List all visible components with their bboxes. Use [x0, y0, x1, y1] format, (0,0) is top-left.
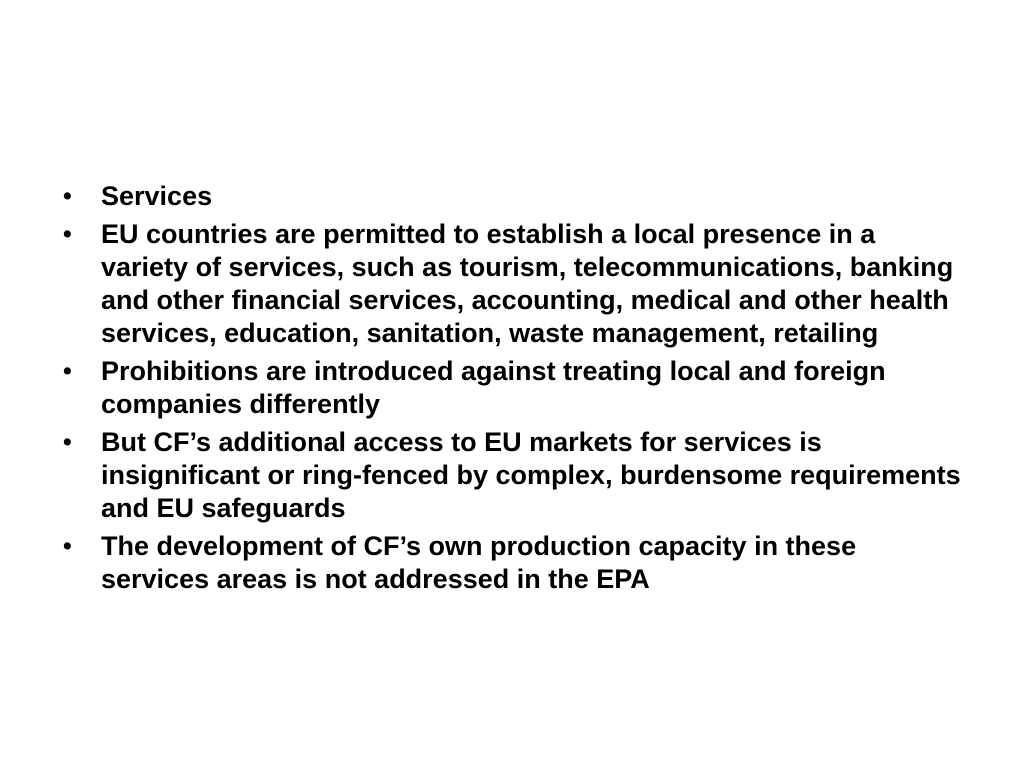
bullet-text: But CF’s additional access to EU markets for services is insignificant or ring-fenced by complex, burdensome requirements and EU safeguards [101, 427, 961, 523]
bullet-item [60, 218, 965, 350]
bullet-item [60, 180, 965, 213]
bullet-text: The development of CF’s own production capacity in these services areas is not addressed in the EPA [101, 531, 857, 594]
bullet-list [60, 180, 965, 601]
bullet-text: EU countries are permitted to establish a local presence in a variety of services, such as tourism, telecommunications, banking and other financial services, accounting, medical and other health services, education, sanitation, waste management, retailing [101, 219, 954, 348]
bullet-item [60, 426, 965, 525]
bullet-icon: • [63, 428, 72, 456]
bullet-text: Services [101, 181, 213, 211]
bullet-item [60, 355, 965, 421]
bullet-text: Prohibitions are introduced against treating local and foreign companies differently [101, 356, 886, 419]
bullet-icon: • [63, 220, 72, 248]
bullet-icon: • [63, 182, 72, 210]
bullet-item [60, 530, 965, 596]
bullet-icon: • [63, 532, 72, 560]
bullet-icon: • [63, 357, 72, 385]
